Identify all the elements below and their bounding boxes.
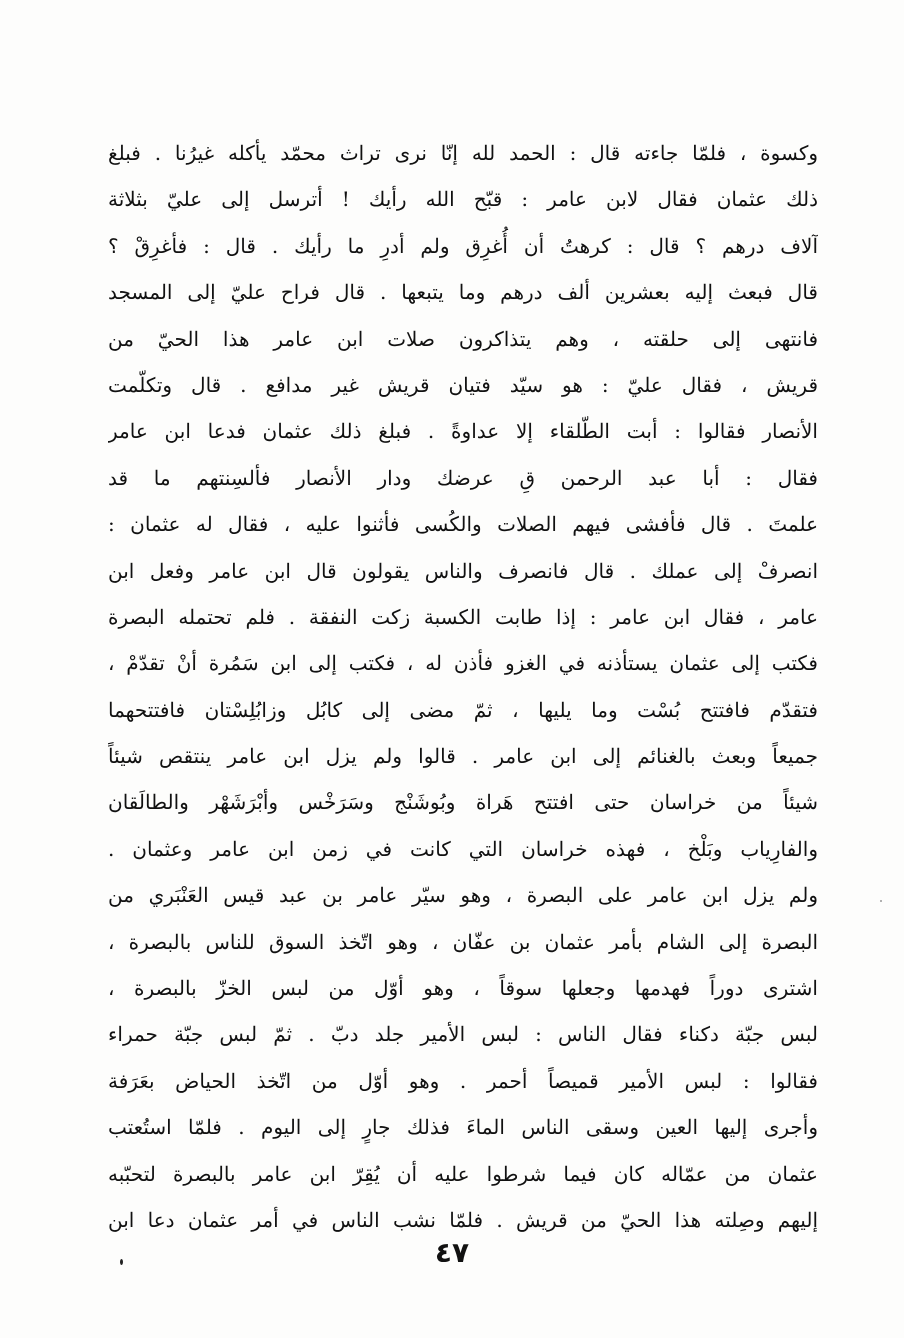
- text-line: فانتهى إلى حلقته ، وهم يتذاكرون صلات ابن عامر هذا الحيّ من: [108, 326, 818, 351]
- text-line: ولم يزل ابن عامر على البصرة ، وهو سيّر عامر بن عبد قيس العَنْبَري من: [108, 883, 818, 908]
- text-line: البصرة إلى الشام بأمر عثمان بن عفّان ، وهو اتّخذ السوق للناس بالبصرة ،: [108, 929, 818, 954]
- text-line: ذلك عثمان فقال لابن عامر : قبّح الله رأيك ! أترسل إلى عليّ بثلاثة: [108, 187, 818, 212]
- text-line: وكسوة ، فلمّا جاءته قال : الحمد لله إنّا نرى تراث محمّد يأكله غيرُنا . فبلغ: [108, 141, 818, 165]
- text-line: والفارِياب وبَلْخ ، فهذه خراسان التي كانت في زمن ابن عامر وعثمان .: [108, 836, 818, 861]
- text-line: شيئاً من خراسان حتى افتتح هَراة وبُوشَنْج وسَرَخْس وأبْرَشَهْر والطالَقان: [108, 790, 818, 815]
- text-line: اشترى دوراً فهدمها وجعلها سوقاً ، وهو أوّل من لبس الخزّ بالبصرة ،: [108, 976, 818, 1001]
- text-line: عثمان من عمّاله كان فيما شرطوا عليه أن يُقِرّ ابن عامر بالبصرة لتحبّبه: [108, 1161, 818, 1186]
- text-line: انصرفْ إلى عملك . قال فانصرف والناس يقولون قال ابن عامر وفعل ابن: [108, 558, 818, 583]
- text-line: فتقدّم فافتتح بُسْت وما يليها ، ثمّ مضى إلى كابُل وزابُلِسْتان فافتتحهما: [108, 697, 818, 722]
- text-line: وأجرى إليها العين وسقى الناس الماءَ فذلك جارٍ إلى اليوم . فلمّا استُعتب: [108, 1115, 818, 1140]
- text-line: عامر ، فقال ابن عامر : إذا طابت الكسبة زكت النفقة . فلم تحتمله البصرة: [108, 604, 818, 629]
- text-line: علمتَ . قال فأفشى فيهم الصلات والكُسى فأثنوا عليه ، فقال له عثمان :: [108, 512, 818, 537]
- text-line: لبس جبّة دكناء فقال الناس : لبس الأمير جلد دبّ . ثمّ لبس جبّة حمراء: [108, 1022, 818, 1047]
- text-line: قريش ، فقال عليّ : هو سيّد فتيان قريش غير مدافع . قال وتكلّمت: [108, 372, 818, 397]
- ink-speck: [120, 1259, 123, 1265]
- ink-speck: [880, 900, 882, 902]
- text-line: فقال : أبا عبد الرحمن قِ عرضك ودار الأنصار فألسِنتهم ما قد: [108, 465, 818, 490]
- text-line: جميعاً وبعث بالغنائم إلى ابن عامر . قالوا ولم يزل ابن عامر ينتقص شيئاً: [108, 744, 818, 769]
- text-line: قال فبعث إليه بعشرين ألف درهم وما يتبعها . قال فراح عليّ إلى المسجد: [108, 280, 818, 305]
- page-number: ٤٧: [434, 1236, 470, 1269]
- text-line: آلاف درهم ؟ قال : كرهتُ أن أُغرِق ولم أدرِ ما رأيك . قال : فأغرِقْ ؟: [108, 233, 818, 258]
- text-line: فكتب إلى عثمان يستأذنه في الغزو فأذن له ، فكتب إلى ابن سَمُرة أنْ تقدّمْ ،: [108, 651, 818, 676]
- text-line: إليهم وصِلته هذا الحيّ من قريش . فلمّا نشب الناس في أمر عثمان دعا ابن: [108, 1207, 818, 1232]
- text-line: الأنصار فقالوا : أبت الطّلقاء إلا عداوةً . فبلغ ذلك عثمان فدعا ابن عامر: [108, 419, 818, 444]
- text-line: فقالوا : لبس الأمير قميصاً أحمر . وهو أوّل من اتّخذ الحياض بعَرَفة: [108, 1068, 818, 1093]
- body-text: [108, 130, 818, 1243]
